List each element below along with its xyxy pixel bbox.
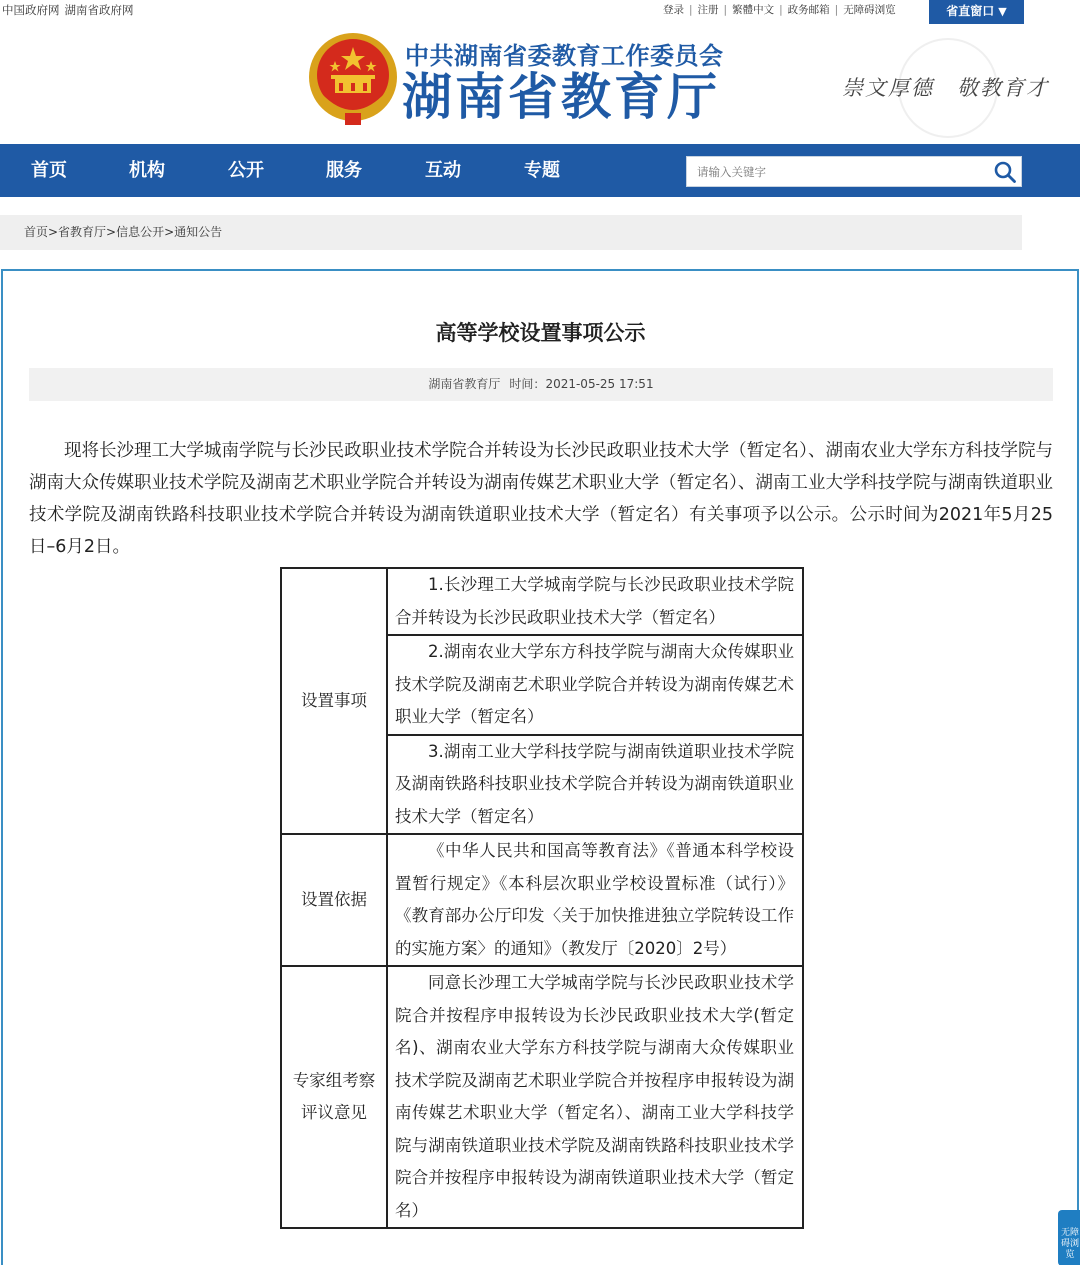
row-label-opinion-b: 评议意见 [301,1103,367,1122]
org-name-line2: 湖南省教育厅 [402,68,720,126]
table-row [281,568,803,635]
org-name-line1: 中共湖南省委教育工作委员会 [405,42,724,70]
article-time-label: 时间： [509,377,546,391]
motto: 崇文厚德 敬教育才 [842,76,1049,100]
search-icon[interactable] [993,160,1017,184]
setup-item-2: 2.湖南农业大学东方科技学院与湖南大众传媒职业技术学院及湖南艺术职业学院合并转设为湖南传媒艺术职业大学（暂定名） [387,635,803,735]
row-label-basis: 设置依据 [281,834,387,966]
row-label-opinion-a: 专家组考察 [292,1071,376,1090]
search-input[interactable] [687,157,983,186]
provincial-window-button[interactable] [929,0,1024,24]
main-nav [0,144,1080,197]
article-title: 高等学校设置事项公示 [435,321,646,345]
row-label-items: 设置事项 [281,568,387,834]
search-box [686,156,1022,187]
top-links-right: 登录 | 注册 | 繁體中文 | 政务邮箱 | 无障碍浏览 [663,4,896,16]
setup-item-1: 1.长沙理工大学城南学院与长沙民政职业技术学院合并转设为长沙民政职业技术大学（暂定名） [387,568,803,635]
announcement-table [280,567,804,1229]
article-frame [1,269,1079,1265]
nav-item-organization[interactable]: 机构 [129,160,165,181]
accessibility-side-widget[interactable]: 无障碍浏览 [1058,1210,1080,1265]
article-meta [29,368,1053,401]
gov-mail-link[interactable]: 政务邮箱 [787,4,830,16]
register-link[interactable]: 注册 [697,4,719,16]
hunan-gov-link[interactable]: 湖南省政府网 [64,3,134,17]
dropdown-arrow-icon: ▼ [998,5,1007,18]
setup-basis: 《中华人民共和国高等教育法》《普通本科学校设置暂行规定》《本科层次职业学校设置标准（试行）》《教育部办公厅印发〈关于加快推进独立学院转设工作的实施方案〉的通知》（教发厅〔2020〕2号） [387,834,803,966]
accessibility-link[interactable]: 无障碍浏览 [843,4,896,16]
top-links-left [2,2,139,18]
nav-item-topics[interactable]: 专题 [524,160,560,181]
nav-item-home[interactable]: 首页 [31,160,67,181]
setup-item-3: 3.湖南工业大学科技学院与湖南铁道职业技术学院及湖南铁路科技职业技术学院合并转设为湖南铁道职业技术大学（暂定名） [387,735,803,835]
breadcrumb[interactable]: 首页>省教育厅>信息公开>通知公告 [0,215,1022,250]
top-bar [0,0,1080,22]
nav-item-disclosure[interactable]: 公开 [228,160,264,181]
nav-item-interaction[interactable]: 互动 [425,160,461,181]
table-row [281,834,803,966]
national-emblem-icon [307,31,399,127]
article-source: 湖南省教育厅 [428,377,501,391]
nav-item-services[interactable]: 服务 [326,160,362,181]
table-row [281,966,803,1228]
expert-opinion: 同意长沙理工大学城南学院与长沙民政职业技术学院合并按程序申报转设为长沙民政职业技术大学(暂定名)、湖南农业大学东方科技学院与湖南大众传媒职业技术学院及湖南艺术职业学院合并按程序申报转设为湖南传媒艺术职业大学（暂定名）、湖南工业大学科技学院与湖南铁道职业技术学院及湖南铁路科技职业技术学院合并按程序申报转设为湖南铁道职业技术大学（暂定名） [387,966,803,1228]
provincial-window-label: 省直窗口 [946,4,995,18]
traditional-chinese-link[interactable]: 繁體中文 [732,4,775,16]
row-label-opinion [281,966,387,1228]
gov-site-link[interactable]: 中国政府网 [2,3,60,17]
article-time: 2021-05-25 17:51 [545,377,654,391]
article-body: 现将长沙理工大学城南学院与长沙民政职业技术学院合并转设为长沙民政职业技术大学（暂定名）、湖南农业大学东方科技学院与湖南大众传媒职业技术学院及湖南艺术职业学院合并转设为湖南传媒艺术职业大学（暂定名）、湖南工业大学科技学院与湖南铁道职业技术学院及湖南铁路科技职业技术学院合并转设为湖南铁道职业技术大学（暂定名）有关事项予以公示。公示时间为2021年5月25日–6月2日。 [29,441,1053,557]
login-link[interactable]: 登录 [663,4,684,16]
